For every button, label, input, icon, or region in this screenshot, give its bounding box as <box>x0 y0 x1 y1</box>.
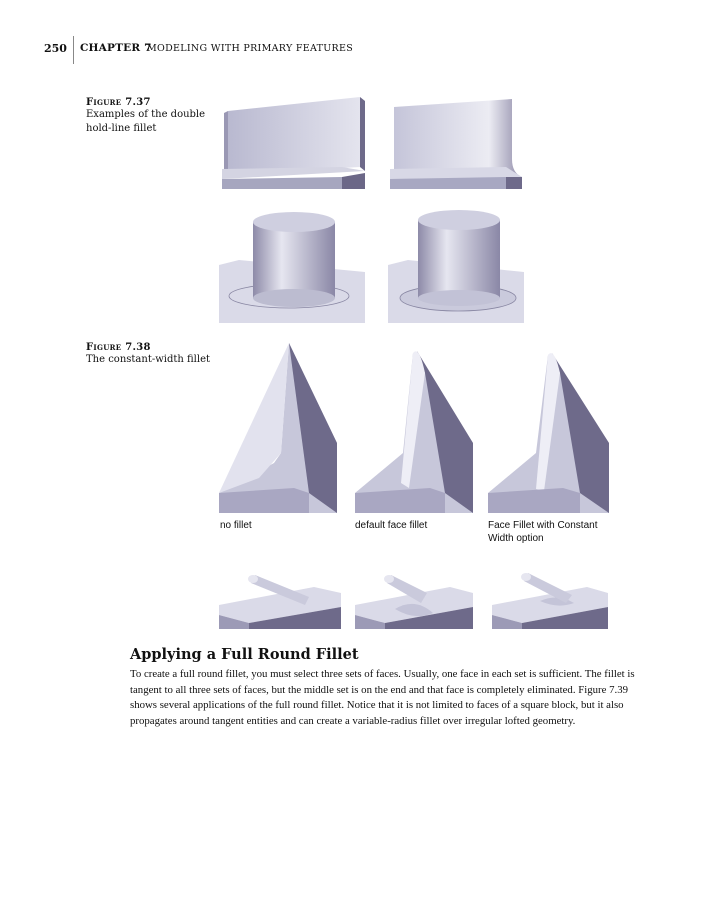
figure-label: Figure 7.38 <box>86 342 151 353</box>
page-number: 250 <box>44 42 67 55</box>
caption-line: The constant-width fillet <box>86 354 211 365</box>
sub-label-line: Face Fillet with Constant <box>488 520 598 531</box>
rod-block-image-2 <box>355 567 473 629</box>
cylinder-fillet-image-after <box>388 210 524 323</box>
sub-label-constant-width <box>488 519 598 545</box>
figure-label: Figure 7.37 <box>86 97 151 108</box>
caption-line: Examples of the double <box>86 109 206 120</box>
rod-block-image-3 <box>492 567 608 629</box>
pyramid-default-face-fillet-image <box>355 343 473 513</box>
chapter-label: CHAPTER 7 <box>80 42 152 54</box>
section-heading: Applying a Full Round Fillet <box>130 646 359 663</box>
chapter-title: MODELING WITH PRIMARY FEATURES <box>147 43 354 54</box>
figure-7-38-caption <box>86 342 210 367</box>
header-divider <box>73 36 74 64</box>
body-paragraph: To create a full round fillet, you must select three sets of faces. Usually, one face in each set is sufficient. The fillet is tangent to all three sets of faces, but the middle set is on the end and that face is completely eliminated. Figure 7.39 shows several applications of the full round fillet. Notice that it is not limited to faces of a square block, but it also propagates around tangent entities and can create a variable-radius fillet over irregular lofted geometry. <box>130 668 635 727</box>
rod-block-image-1 <box>219 567 341 629</box>
figure-7-37-caption <box>86 97 205 136</box>
pyramid-no-fillet-image <box>219 343 337 513</box>
block-fillet-image-before <box>220 97 365 189</box>
cylinder-fillet-image-before <box>219 210 365 323</box>
sub-label-line: Width option <box>488 533 544 544</box>
sub-label-default-face-fillet: default face fillet <box>355 520 428 531</box>
caption-line: hold-line fillet <box>86 123 157 134</box>
block-fillet-image-after <box>388 97 524 189</box>
sub-label-no-fillet: no fillet <box>220 520 252 531</box>
pyramid-constant-width-fillet-image <box>488 343 609 513</box>
